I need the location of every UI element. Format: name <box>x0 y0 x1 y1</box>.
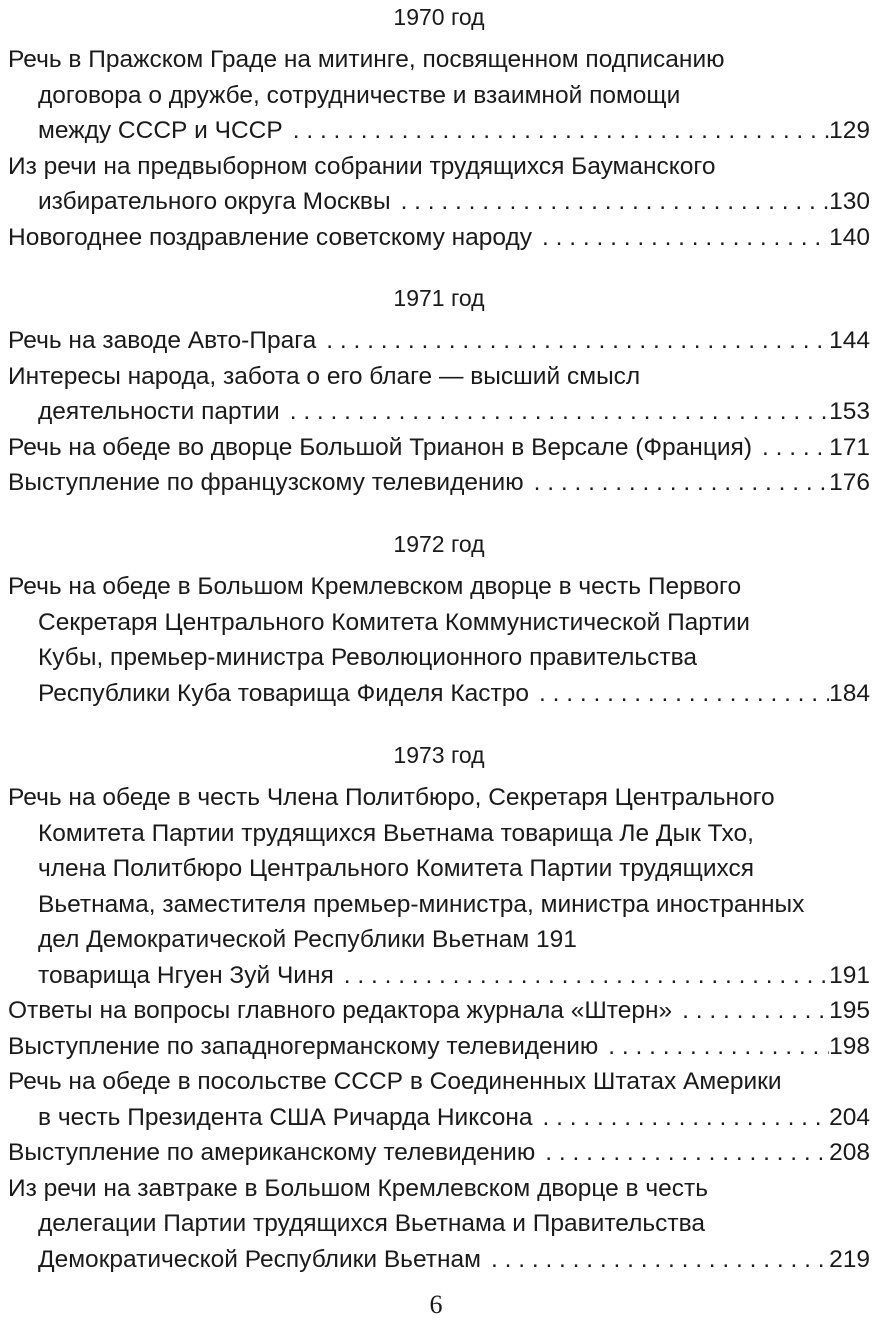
toc-entry-title-line: Вьетнама, заместителя премьер-министра, министра иностранных <box>38 890 805 918</box>
toc-entry-title-line: Из речи на предвыборном собрании трудящихся Бауманского <box>8 152 716 180</box>
toc-entry-title-line: Речь на заводе Авто-Прага <box>8 327 317 354</box>
dot-leader <box>598 1029 829 1065</box>
toc-entry-title-line: Комитета Партии трудящихся Вьетнама товарища Ле Дык Тхо, <box>38 819 754 847</box>
toc-entry[interactable] <box>0 430 872 466</box>
toc-entry[interactable] <box>0 149 872 220</box>
toc-entry-title-line: Интересы народа, забота о его благе — высший смысл <box>8 362 641 390</box>
toc-entry-list <box>0 323 872 501</box>
toc-entry-page-number: 204 <box>829 1103 870 1131</box>
toc-entry-page-number: 219 <box>829 1245 870 1273</box>
toc-entry-page-number: 140 <box>829 223 870 251</box>
toc-entry-title-line: деятельности партии <box>38 398 280 425</box>
toc-entry-title-line: Речь на обеде в посольстве СССР в Соединенных Штатах Америки <box>8 1068 782 1095</box>
section-year-heading: 1972 год <box>393 531 485 557</box>
toc-entry[interactable] <box>0 323 872 359</box>
toc-entry-page-number: 176 <box>829 469 870 496</box>
toc-section <box>0 740 872 1277</box>
toc-entry-title-line: Новогоднее поздравление советскому народу <box>8 223 533 251</box>
toc-entry-title-line: Из речи на завтраке в Большом Кремлевском дворце в честь <box>8 1174 708 1202</box>
toc-entry-title-line: Выступление по французскому телевидению <box>8 469 524 496</box>
toc-entry-page-number: 144 <box>829 327 870 354</box>
dot-leader <box>533 1100 830 1136</box>
toc-entry-title-line: члена Политбюро Центрального Комитета Партии трудящихся <box>38 855 755 882</box>
toc-entry-title-line: Речь на обеде в честь Члена Политбюро, Секретаря Центрального <box>8 784 775 811</box>
toc-entry-title-line: в честь Президента США Ричарда Никсона <box>38 1103 533 1131</box>
toc-entry-page-number: 191 <box>829 961 870 989</box>
toc-entry-title-line: избирательного округа Москвы <box>38 188 391 215</box>
toc-entry-title-line: Речь на обеде в Большом Кремлевском дворце в честь Первого <box>8 573 742 600</box>
toc-entry-title-line: Демократической Республики Вьетнам <box>38 1245 481 1273</box>
toc-entry[interactable] <box>0 1064 872 1135</box>
section-year-heading: 1973 год <box>393 742 485 768</box>
toc-section <box>0 283 872 501</box>
toc-section <box>0 2 872 255</box>
toc-entry[interactable] <box>0 220 872 256</box>
toc-entry[interactable] <box>0 993 872 1029</box>
toc-entry-title-line: дел Демократической Республики Вьетнам 191 <box>38 926 577 953</box>
dot-leader <box>280 394 829 430</box>
toc-entry-page-number: 130 <box>829 188 870 215</box>
toc-entry[interactable] <box>0 1135 872 1171</box>
section-year-heading: 1971 год <box>393 285 485 311</box>
dot-leader <box>529 676 829 712</box>
toc-entry[interactable] <box>0 780 872 993</box>
dot-leader <box>334 958 829 994</box>
toc-entry-title-line: договора о дружбе, сотрудничестве и взаимной помощи <box>38 81 681 109</box>
toc-entry-page-number: 198 <box>829 1032 870 1060</box>
toc-entry-title-line: Секретаря Центрального Комитета Коммунистической Партии <box>38 608 750 636</box>
toc-entry[interactable] <box>0 569 872 711</box>
toc-section <box>0 529 872 711</box>
dot-leader <box>752 430 829 466</box>
toc-entry-list <box>0 42 872 255</box>
toc-entry-page-number: 171 <box>829 433 870 461</box>
toc-entry-title-line: Выступление по западногерманскому телевидению <box>8 1032 599 1060</box>
toc-entry-list <box>0 569 872 711</box>
toc-entry-title-line: Речь на обеде во дворце Большой Трианон в Версале (Франция) <box>8 433 752 461</box>
dot-leader <box>316 323 829 359</box>
toc-entry-page-number: 129 <box>829 117 870 144</box>
dot-leader <box>481 1242 829 1278</box>
toc-entry-title-line: Ответы на вопросы главного редактора журнала «Штерн» <box>8 997 673 1024</box>
toc-entry[interactable] <box>0 1029 872 1065</box>
toc-entry-title-line: делегации Партии трудящихся Вьетнама и Правительства <box>38 1210 705 1237</box>
toc-entry[interactable] <box>0 42 872 149</box>
section-year-heading: 1970 год <box>393 4 485 30</box>
dot-leader <box>532 220 829 256</box>
toc-entry-title-line: между СССР и ЧССР <box>38 117 283 144</box>
toc-entry-page-number: 208 <box>829 1139 870 1166</box>
dot-leader <box>672 993 829 1029</box>
toc-entry[interactable] <box>0 1171 872 1278</box>
toc-entry-title-line: Республики Куба товарища Фиделя Кастро <box>38 679 530 707</box>
toc-entry-list <box>0 780 872 1277</box>
toc-entry-page-number: 195 <box>829 997 870 1024</box>
toc-entry[interactable] <box>0 359 872 430</box>
toc-entry-title-line: Выступление по американскому телевидению <box>8 1139 536 1166</box>
toc-entry-title-line: Речь в Пражском Граде на митинге, посвященном подписанию <box>8 46 725 73</box>
dot-leader <box>535 1135 829 1171</box>
dot-leader <box>524 465 830 501</box>
dot-leader <box>283 113 829 149</box>
dot-leader <box>391 184 830 220</box>
toc-entry-title-line: товарища Нгуен Зуй Чиня <box>38 961 334 989</box>
toc-entry-title-line: Кубы, премьер-министра Революционного правительства <box>38 644 697 671</box>
toc-entry[interactable] <box>0 465 872 501</box>
toc-entry-page-number: 184 <box>829 679 870 707</box>
toc-entry-page-number: 153 <box>829 398 870 425</box>
page-number: 6 <box>429 1290 443 1319</box>
